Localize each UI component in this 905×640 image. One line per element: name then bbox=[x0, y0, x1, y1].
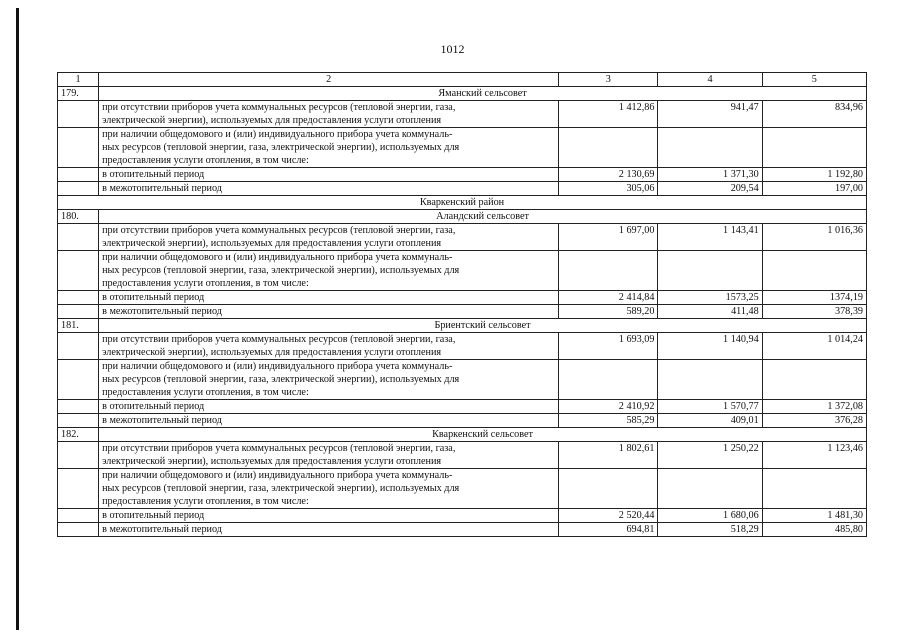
value-cell: 941,47 bbox=[658, 101, 762, 128]
section-row bbox=[58, 428, 867, 442]
table-row bbox=[58, 251, 867, 291]
header-col-4: 4 bbox=[658, 73, 762, 87]
empty-cell bbox=[58, 523, 99, 537]
empty-cell bbox=[58, 168, 99, 182]
description-line: предоставления услуги отопления, в том числе: bbox=[102, 278, 309, 289]
empty-cell bbox=[762, 251, 866, 291]
table-row bbox=[58, 509, 867, 523]
value-cell: 305,06 bbox=[559, 182, 658, 196]
region-name: Кваркенский район bbox=[58, 196, 867, 210]
empty-cell bbox=[658, 360, 762, 400]
value-cell: 1 016,36 bbox=[762, 224, 866, 251]
meter-description bbox=[99, 469, 559, 509]
header-col-5: 5 bbox=[762, 73, 866, 87]
value-cell: 1573,25 bbox=[658, 291, 762, 305]
value-cell: 1 372,08 bbox=[762, 400, 866, 414]
table-row bbox=[58, 305, 867, 319]
no-meter-description bbox=[99, 101, 559, 128]
empty-cell bbox=[58, 414, 99, 428]
description-line: при отсутствии приборов учета коммунальных ресурсов (тепловой энергии, газа, bbox=[102, 334, 456, 345]
description-line: электрической энергии), используемых для предоставления услуги отопления bbox=[102, 456, 442, 467]
description-line: при отсутствии приборов учета коммунальных ресурсов (тепловой энергии, газа, bbox=[102, 102, 456, 113]
header-col-2: 2 bbox=[99, 73, 559, 87]
description-line: электрической энергии), используемых для предоставления услуги отопления bbox=[102, 347, 442, 358]
value-cell: 1 143,41 bbox=[658, 224, 762, 251]
table-row bbox=[58, 291, 867, 305]
description-line: ных ресурсов (тепловой энергии, газа, электрической энергии), используемых для bbox=[102, 374, 460, 385]
row-number: 182. bbox=[58, 428, 99, 442]
description-line: при отсутствии приборов учета коммунальных ресурсов (тепловой энергии, газа, bbox=[102, 225, 456, 236]
value-cell: 2 410,92 bbox=[559, 400, 658, 414]
description-line: предоставления услуги отопления, в том числе: bbox=[102, 155, 309, 166]
table-row bbox=[58, 333, 867, 360]
header-col-3: 3 bbox=[559, 73, 658, 87]
meter-description bbox=[99, 360, 559, 400]
value-cell: 209,54 bbox=[658, 182, 762, 196]
empty-cell bbox=[559, 469, 658, 509]
header-row bbox=[58, 73, 867, 87]
description-line: при наличии общедомового и (или) индивидуального прибора учета коммуналь- bbox=[102, 252, 453, 263]
region-row bbox=[58, 196, 867, 210]
value-cell: 1 123,46 bbox=[762, 442, 866, 469]
table-row bbox=[58, 400, 867, 414]
table-row bbox=[58, 128, 867, 168]
empty-cell bbox=[58, 442, 99, 469]
value-cell: 409,01 bbox=[658, 414, 762, 428]
empty-cell bbox=[58, 101, 99, 128]
value-cell: 1 412,86 bbox=[559, 101, 658, 128]
table-row bbox=[58, 442, 867, 469]
settlement-name: Бриентский сельсовет bbox=[99, 319, 867, 333]
value-cell: 1 371,30 bbox=[658, 168, 762, 182]
empty-cell bbox=[58, 469, 99, 509]
value-cell: 2 130,69 bbox=[559, 168, 658, 182]
settlement-name: Аландский сельсовет bbox=[99, 210, 867, 224]
empty-cell bbox=[559, 360, 658, 400]
description-line: предоставления услуги отопления, в том числе: bbox=[102, 496, 309, 507]
empty-cell bbox=[559, 128, 658, 168]
description-line: при наличии общедомового и (или) индивидуального прибора учета коммуналь- bbox=[102, 470, 453, 481]
section-row bbox=[58, 210, 867, 224]
description-line: при наличии общедомового и (или) индивидуального прибора учета коммуналь- bbox=[102, 129, 453, 140]
description-line: электрической энергии), используемых для предоставления услуги отопления bbox=[102, 238, 442, 249]
table-row bbox=[58, 224, 867, 251]
settlement-name: Яманский сельсовет bbox=[99, 87, 867, 101]
value-cell: 411,48 bbox=[658, 305, 762, 319]
empty-cell bbox=[58, 333, 99, 360]
value-cell: 1 570,77 bbox=[658, 400, 762, 414]
table-row bbox=[58, 101, 867, 128]
table-row bbox=[58, 469, 867, 509]
empty-cell bbox=[762, 469, 866, 509]
empty-cell bbox=[58, 400, 99, 414]
value-cell: 1 697,00 bbox=[559, 224, 658, 251]
tariff-table bbox=[57, 72, 867, 537]
interheating-period-label: в межотопительный период bbox=[99, 305, 559, 319]
interheating-period-label: в межотопительный период bbox=[99, 414, 559, 428]
table-row bbox=[58, 523, 867, 537]
empty-cell bbox=[58, 182, 99, 196]
value-cell: 1 680,06 bbox=[658, 509, 762, 523]
value-cell: 1374,19 bbox=[762, 291, 866, 305]
binding-margin-line bbox=[16, 8, 19, 630]
empty-cell bbox=[58, 509, 99, 523]
section-row bbox=[58, 319, 867, 333]
header-col-1: 1 bbox=[58, 73, 99, 87]
value-cell: 518,29 bbox=[658, 523, 762, 537]
value-cell: 1 693,09 bbox=[559, 333, 658, 360]
value-cell: 1 192,80 bbox=[762, 168, 866, 182]
empty-cell bbox=[559, 251, 658, 291]
no-meter-description bbox=[99, 442, 559, 469]
row-number: 180. bbox=[58, 210, 99, 224]
table-body bbox=[58, 73, 867, 537]
value-cell: 485,80 bbox=[762, 523, 866, 537]
value-cell: 1 140,94 bbox=[658, 333, 762, 360]
table-row bbox=[58, 360, 867, 400]
meter-description bbox=[99, 128, 559, 168]
value-cell: 834,96 bbox=[762, 101, 866, 128]
value-cell: 585,29 bbox=[559, 414, 658, 428]
value-cell: 694,81 bbox=[559, 523, 658, 537]
empty-cell bbox=[58, 224, 99, 251]
empty-cell bbox=[762, 360, 866, 400]
value-cell: 1 802,61 bbox=[559, 442, 658, 469]
value-cell: 1 250,22 bbox=[658, 442, 762, 469]
no-meter-description bbox=[99, 224, 559, 251]
row-number: 179. bbox=[58, 87, 99, 101]
empty-cell bbox=[658, 251, 762, 291]
description-line: при отсутствии приборов учета коммунальных ресурсов (тепловой энергии, газа, bbox=[102, 443, 456, 454]
description-line: ных ресурсов (тепловой энергии, газа, электрической энергии), используемых для bbox=[102, 265, 460, 276]
empty-cell bbox=[762, 128, 866, 168]
empty-cell bbox=[58, 291, 99, 305]
table-row bbox=[58, 414, 867, 428]
heating-period-label: в отопительный период bbox=[99, 400, 559, 414]
table-row bbox=[58, 182, 867, 196]
empty-cell bbox=[658, 128, 762, 168]
value-cell: 589,20 bbox=[559, 305, 658, 319]
meter-description bbox=[99, 251, 559, 291]
heating-period-label: в отопительный период bbox=[99, 168, 559, 182]
value-cell: 197,00 bbox=[762, 182, 866, 196]
value-cell: 2 414,84 bbox=[559, 291, 658, 305]
table-row bbox=[58, 168, 867, 182]
page-number: 1012 bbox=[440, 42, 465, 56]
value-cell: 376,28 bbox=[762, 414, 866, 428]
description-line: ных ресурсов (тепловой энергии, газа, электрической энергии), используемых для bbox=[102, 483, 460, 494]
description-line: при наличии общедомового и (или) индивидуального прибора учета коммуналь- bbox=[102, 361, 453, 372]
value-cell: 2 520,44 bbox=[559, 509, 658, 523]
empty-cell bbox=[58, 360, 99, 400]
empty-cell bbox=[658, 469, 762, 509]
heating-period-label: в отопительный период bbox=[99, 509, 559, 523]
value-cell: 1 014,24 bbox=[762, 333, 866, 360]
value-cell: 378,39 bbox=[762, 305, 866, 319]
empty-cell bbox=[58, 128, 99, 168]
no-meter-description bbox=[99, 333, 559, 360]
description-line: электрической энергии), используемых для предоставления услуги отопления bbox=[102, 115, 442, 126]
empty-cell bbox=[58, 305, 99, 319]
value-cell: 1 481,30 bbox=[762, 509, 866, 523]
section-row bbox=[58, 87, 867, 101]
settlement-name: Кваркенский сельсовет bbox=[99, 428, 867, 442]
heating-period-label: в отопительный период bbox=[99, 291, 559, 305]
interheating-period-label: в межотопительный период bbox=[99, 523, 559, 537]
empty-cell bbox=[58, 251, 99, 291]
description-line: ных ресурсов (тепловой энергии, газа, электрической энергии), используемых для bbox=[102, 142, 460, 153]
description-line: предоставления услуги отопления, в том числе: bbox=[102, 387, 309, 398]
row-number: 181. bbox=[58, 319, 99, 333]
interheating-period-label: в межотопительный период bbox=[99, 182, 559, 196]
